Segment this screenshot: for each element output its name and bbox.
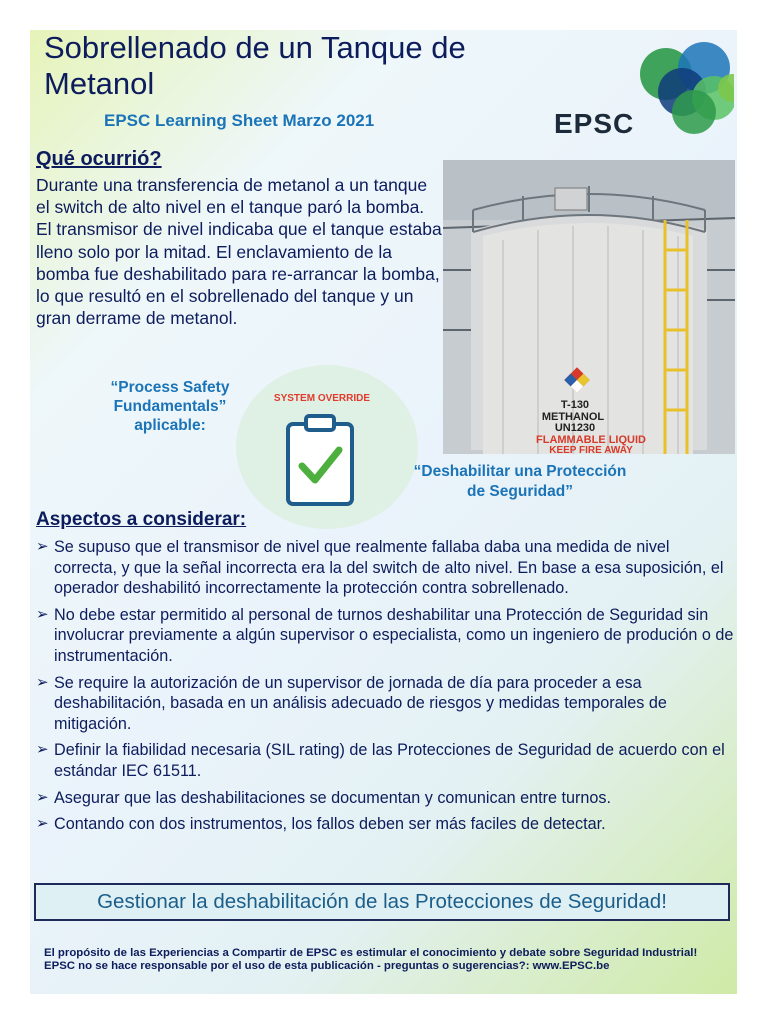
- list-item-text: Se supuso que el transmisor de nivel que realmente fallaba daba una medida de nivel correcta, y que la señal incorrecta era la del switch de alto nivel. En base a esa suposición, el operador deshabilitó incorrectamente la protección contra sobrellenado.: [54, 538, 724, 598]
- list-item-text: Se require la autorización de un supervisor de jornada de día para proceder a esa deshabilitación, basada en un análisis adecuado de riesgos y medidas temporales de mitigación.: [54, 673, 667, 733]
- footer-purpose: El propósito de las Experiencias a Compartir de EPSC es estimular el conocimiento y debate sobre Seguridad Industrial!: [44, 947, 698, 959]
- list-item-text: Asegurar que las deshabilitaciones se documentan y comunican entre turnos.: [54, 788, 611, 807]
- footer: [44, 947, 724, 974]
- logo-circle: [672, 90, 716, 134]
- arrow-bullet-icon: ➢: [36, 605, 49, 623]
- clipboard-check-icon: [284, 414, 356, 508]
- list-item: [36, 673, 734, 735]
- tank-contents-label: METHANOL: [541, 411, 605, 423]
- logo-text: EPSC: [554, 108, 635, 139]
- psf-fundamental-label: “Deshabilitar una Protección de Seguridad”: [413, 463, 627, 500]
- tank-id-label: T-130: [560, 399, 590, 411]
- list-item: [36, 740, 734, 781]
- learning-sheet: [30, 30, 737, 994]
- aspects-list: [36, 537, 734, 841]
- flammable-warning: FLAMMABLE LIQUID: [536, 434, 646, 446]
- list-item-text: No debe estar permitido al personal de turnos deshabilitar una Protección de Seguridad sin involucrar previamente a algún supervisor o especialista, como un ingeniero de produción o de instrumentación.: [54, 605, 734, 665]
- list-item: [36, 788, 734, 809]
- aspects-heading: Aspectos a considerar:: [36, 509, 247, 530]
- list-item: [36, 537, 734, 599]
- arrow-bullet-icon: ➢: [36, 741, 49, 759]
- arrow-bullet-icon: ➢: [36, 788, 49, 806]
- list-item: [36, 605, 734, 667]
- list-item-text: Definir la fiabilidad necesaria (SIL rating) de las Protecciones de Seguridad de acuerdo con el estándar IEC 61511.: [54, 741, 725, 780]
- arrow-bullet-icon: ➢: [36, 538, 49, 555]
- keep-fire-away-warning: KEEP FIRE AWAY: [549, 445, 633, 454]
- footer-disclaimer: EPSC no se hace responsable por el uso de esta publicación - preguntas o sugerencias?: www.EPSC.be: [44, 960, 610, 973]
- methanol-tank-photo: [443, 160, 735, 454]
- page-title: Sobrellenado de un Tanque de Metanol: [44, 30, 466, 101]
- key-message-banner: Gestionar la deshabilitación de las Protecciones de Seguridad!: [34, 883, 730, 921]
- what-happened-heading: Qué ocurrió?: [36, 148, 162, 170]
- list-item-text: Contando con dos instrumentos, los fallos deben ser más faciles de detectar.: [54, 815, 606, 834]
- tank-un-label: UN1230: [554, 422, 596, 434]
- sheet-subtitle: EPSC Learning Sheet Marzo 2021: [104, 111, 375, 130]
- arrow-bullet-icon: ➢: [36, 815, 49, 833]
- arrow-bullet-icon: ➢: [36, 673, 49, 691]
- psf-label: “Process Safety Fundamentals” aplicable:: [110, 379, 230, 434]
- system-override-caption: SYSTEM OVERRIDE: [273, 393, 371, 404]
- what-happened-text: Durante una transferencia de metanol a un tanque el switch de alto nivel en el tanque paró la bomba. El transmisor de nivel indicaba que el tanque estaba lleno solo por la mitad. El enclavamiento de la bomba fue deshabilitado para re-arrancar la bomba, lo que resultó en el sobrellenado del tanque y un gran derrame de metanol.: [36, 175, 442, 329]
- list-item: [36, 814, 734, 835]
